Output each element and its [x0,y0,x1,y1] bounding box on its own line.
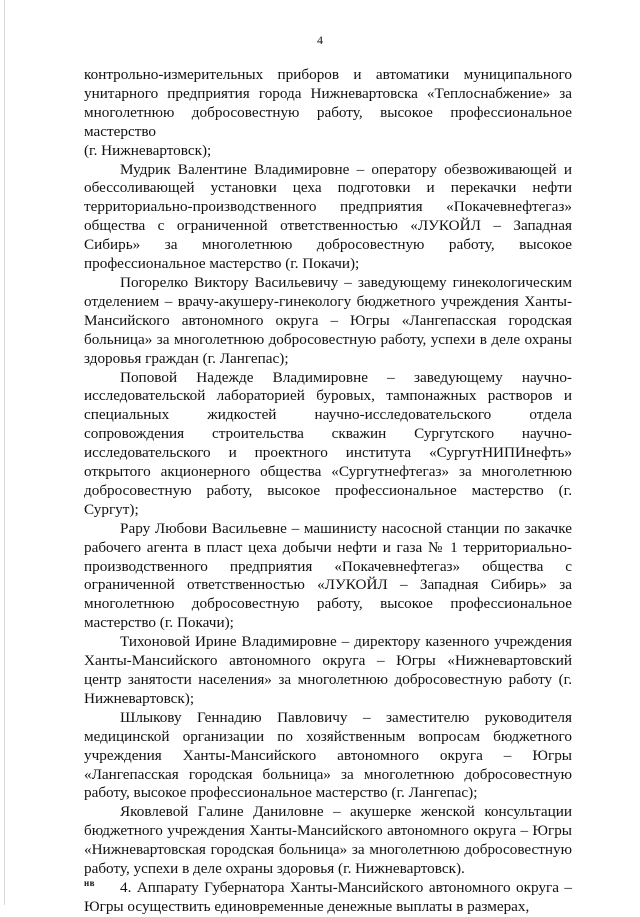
paragraph: Погорелко Виктору Васильевичу – заведующему гинекологическим отделением – врачу-акушеру-гинекологу бюджетного учреждения Ханты-Мансийского автономного округа – Югры «Лангепасская городская больница» за многолетнюю добросовестную работу, успехи в деле охраны здоровья граждан (г. Лангепас); [84,273,572,367]
paragraph: Мудрик Валентине Владимировне – оператору обезвоживающей и обессоливающей установки цеха подготовки и перекачки нефти территориально-производственного предприятия «Покачевнефтегаз» общества с ограниченной ответственностью «ЛУКОЙЛ – Западная Сибирь» за многолетнюю добросовестную работу, высокое профессиональное мастерство (г. Покачи); [84,160,572,273]
scan-edge-line [4,0,5,905]
paragraph: Тихоновой Ирине Владимировне – директору казенного учреждения Ханты-Мансийского автономного округа – Югры «Нижневартовский центр занятости населения» за многолетнюю добросовестную работу (г. Нижневартовск); [84,633,572,707]
paragraph: (г. Нижневартовск); [84,141,212,159]
paragraph: контрольно-измерительных приборов и автоматики муниципального унитарного предприятия города Нижневартовска «Теплоснабжение» за многолетнюю добросовестную работу, высокое профессиональное мастерство [84,66,572,140]
paragraph: 4. Аппарату Губернатора Ханты-Мансийского автономного округа – Югры осуществить единовременные денежные выплаты в размерах, [84,878,572,915]
footer-code: нв [84,878,96,888]
document-body [84,66,572,917]
paragraph: Яковлевой Галине Даниловне – акушерке женской консультации бюджетного учреждения Ханты-Мансийского автономного округа – Югры «Нижневартовская городская больница» за многолетнюю добросовестную работу, успехи в деле охраны здоровья (г. Нижневартовск). [84,803,572,878]
paragraph: Рару Любови Васильевне – машинисту насосной станции по закачке рабочего агента в пласт цеха добычи нефти и газа № 1 территориально-производственного предприятия «Покачевнефтегаз» общества с ограниченной ответственностью «ЛУКОЙЛ – Западная Сибирь» за многолетнюю добросовестную работу, высокое профессиональное мастерство (г. Покачи); [84,519,572,632]
paragraph: Поповой Надежде Владимировне – заведующему научно-исследовательской лабораторией буровых, тампонажных растворов и специальных жидкостей научно-исследовательского отдела сопровождения строительства скважин Сургутского научно-исследовательского и проектного института «СургутНИПИнефть» открытого акционерного общества «Сургутнефтегаз» за многолетнюю добросовестную работу, высокое профессиональное мастерство (г. Сургут); [84,368,572,518]
page-number: 4 [317,33,323,47]
paragraph: Шлыкову Геннадию Павловичу – заместителю руководителя медицинской организации по хозяйственным вопросам бюджетного учреждения Ханты-Мансийского автономного округа – Югры «Лангепасская городская больница» за многолетнюю добросовестную работу, высокое профессиональное мастерство (г. Лангепас); [84,708,572,802]
